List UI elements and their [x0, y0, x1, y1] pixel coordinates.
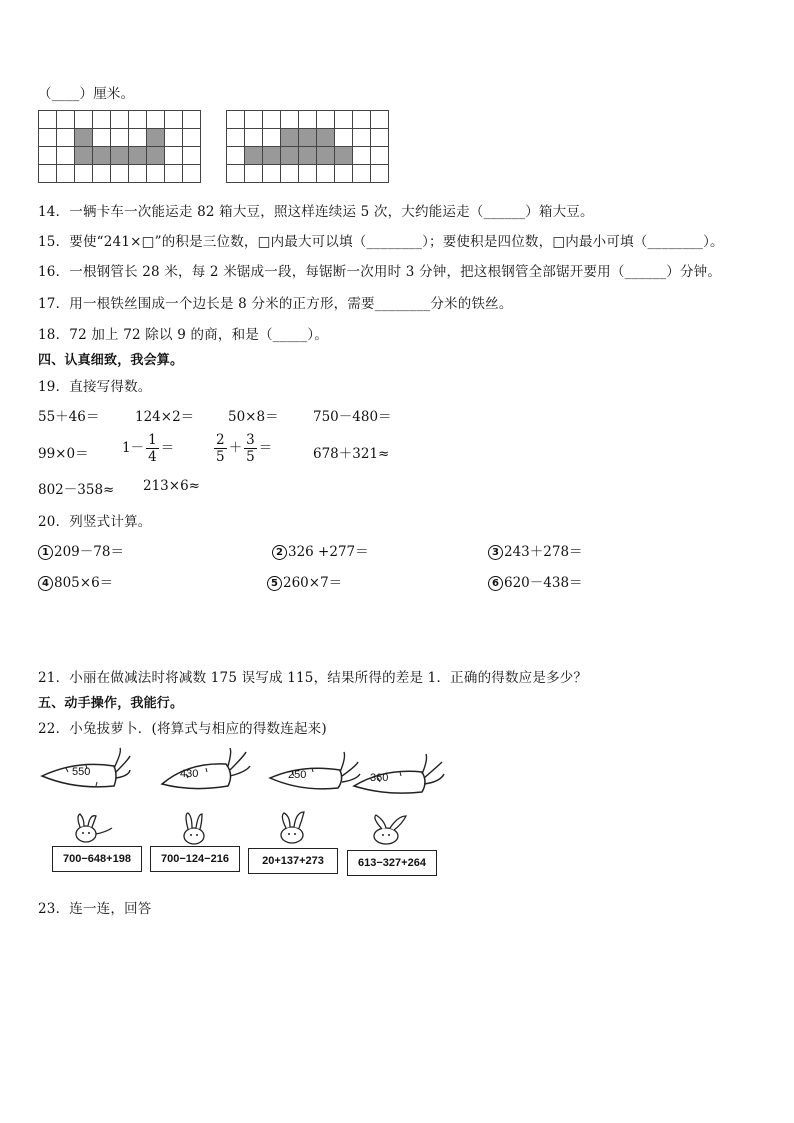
grid-cell — [317, 111, 335, 129]
calc-expression: 260×7＝ — [283, 575, 343, 591]
question-22: 22．小兔拔萝卜．(将算式与相应的得数连起来) — [38, 721, 327, 737]
rabbit-icon — [368, 812, 412, 848]
grid-cell — [353, 129, 371, 147]
question-21: 21．小丽在做减法时将减数 175 误写成 115，结果所得的差是 1．正确的得数应是多少？ — [38, 670, 588, 686]
grid-cell — [183, 129, 201, 147]
grid-cell — [147, 111, 165, 129]
grid-cell-filled — [263, 147, 281, 165]
grid-cell-filled — [75, 129, 93, 147]
grid-cell — [263, 165, 281, 183]
grid-cell-filled — [75, 147, 93, 165]
vertical-calc-item — [38, 571, 113, 591]
calc-expression: 620－438＝ — [504, 575, 583, 591]
question-14: 14．一辆卡车一次能运走 82 箱大豆，照这样连续运 5 次，大约能运走（______）箱大豆。 — [38, 204, 594, 220]
grid-cell — [335, 111, 353, 129]
item-number: 3 — [488, 545, 503, 560]
item-number: 5 — [267, 576, 282, 591]
grid-cell — [183, 165, 201, 183]
question-17: 17．用一根铁丝围成一个边长是 8 分米的正方形，需要________分米的铁丝。 — [38, 296, 513, 312]
grid-cell — [299, 165, 317, 183]
grid-cell — [263, 111, 281, 129]
fraction — [146, 432, 159, 465]
grid-cell — [111, 165, 129, 183]
grid-figure-right — [226, 110, 389, 183]
grid-cell — [57, 129, 75, 147]
mental-item: 802－358≈ — [38, 482, 115, 498]
mental-item: 50×8＝ — [228, 409, 279, 425]
grid-cell — [57, 111, 75, 129]
grid-cell — [371, 147, 389, 165]
grid-cell — [75, 165, 93, 183]
grid-cell-filled — [299, 129, 317, 147]
mental-text: ＝ — [258, 440, 273, 456]
mental-fraction-item — [212, 432, 272, 465]
grid-cell — [147, 165, 165, 183]
grid-cell — [57, 147, 75, 165]
denominator: 5 — [216, 449, 225, 465]
carrot-icon — [350, 750, 445, 802]
item-number: 2 — [272, 545, 287, 560]
grid-cell — [335, 129, 353, 147]
grid-cell — [227, 111, 245, 129]
section-4-heading: 四、认真细致，我会算。 — [38, 353, 184, 368]
grid-cell — [93, 165, 111, 183]
vertical-calc-item — [488, 540, 583, 560]
grid-cell — [353, 111, 371, 129]
grid-cell — [165, 111, 183, 129]
item-number: 1 — [38, 545, 53, 560]
question-19: 19．直接写得数。 — [38, 379, 152, 395]
grid-cell — [335, 165, 353, 183]
fraction — [244, 432, 257, 465]
mental-item: 678＋321≈ — [313, 446, 390, 462]
vertical-calc-item — [272, 540, 369, 560]
grid-cell — [39, 165, 57, 183]
grid-cell — [183, 111, 201, 129]
grid-cell — [317, 165, 335, 183]
carrot-icon — [158, 748, 253, 800]
grid-cell — [227, 165, 245, 183]
denominator: 4 — [148, 449, 157, 465]
carrot-icon — [266, 748, 361, 800]
grid-cell — [371, 129, 389, 147]
grid-cell — [263, 129, 281, 147]
grid-cell — [93, 129, 111, 147]
grid-cell — [227, 147, 245, 165]
carrot-value: 250 — [288, 769, 307, 781]
carrot-value: 430 — [180, 768, 199, 780]
grid-cell — [353, 165, 371, 183]
item-number: 4 — [38, 576, 53, 591]
numerator: 2 — [216, 432, 225, 448]
vertical-calc-item — [38, 540, 124, 560]
vertical-calc-item — [488, 571, 583, 591]
grid-cell — [183, 147, 201, 165]
mental-item: 99×0＝ — [38, 446, 89, 462]
grid-cell — [39, 129, 57, 147]
grid-cell — [111, 111, 129, 129]
carrot-value: 360 — [370, 772, 389, 784]
grid-cell — [371, 111, 389, 129]
item-number: 6 — [488, 576, 503, 591]
grid-cell — [165, 147, 183, 165]
grid-cell — [93, 111, 111, 129]
numerator: 1 — [148, 432, 157, 448]
grid-cell — [353, 147, 371, 165]
denominator: 5 — [246, 449, 255, 465]
mental-text: ＝ — [160, 440, 175, 456]
grid-cell-filled — [93, 147, 111, 165]
vertical-calc-item — [267, 571, 342, 591]
carrot-value: 550 — [72, 766, 91, 778]
grid-cell-filled — [245, 147, 263, 165]
grid-cell — [129, 129, 147, 147]
calc-expression: 209－78＝ — [54, 544, 124, 560]
grid-cell — [57, 165, 75, 183]
grid-cell-filled — [111, 147, 129, 165]
grid-cell-filled — [147, 129, 165, 147]
rabbit-icon — [70, 812, 114, 848]
grid-figure-left — [38, 110, 201, 183]
grid-cell — [281, 165, 299, 183]
grid-cell — [39, 147, 57, 165]
calc-expression: 805×6＝ — [54, 575, 114, 591]
grid-cell — [245, 129, 263, 147]
mental-item: 750－480＝ — [313, 409, 392, 425]
grid-cell — [165, 165, 183, 183]
fraction — [214, 432, 227, 465]
grid-cell — [129, 111, 147, 129]
grid-cell — [245, 111, 263, 129]
grid-cell-filled — [281, 147, 299, 165]
grid-cell — [371, 165, 389, 183]
grid-cell-filled — [317, 129, 335, 147]
grid-cell — [281, 111, 299, 129]
q13-answer-line: （____）厘米。 — [38, 86, 135, 102]
grid-cell-filled — [317, 147, 335, 165]
calc-expression: 326 +277＝ — [288, 544, 369, 560]
grid-cell — [227, 129, 245, 147]
rabbit-icon — [272, 810, 316, 846]
expression-box[interactable]: 700−124−216 — [150, 846, 240, 872]
numerator: 3 — [246, 432, 255, 448]
mental-fraction-item — [122, 432, 174, 465]
question-15: 15．要使“241×□”的积是三位数，□内最大可以填（________）；要使积是四位数，□内最小可填（________）。 — [38, 234, 724, 250]
question-20: 20．列竖式计算。 — [38, 514, 152, 530]
grid-cell — [129, 165, 147, 183]
mental-item: 213×6≈ — [143, 478, 200, 494]
grid-cell — [39, 111, 57, 129]
mental-text: ＋ — [228, 440, 243, 456]
expression-box[interactable]: 613−327+264 — [347, 850, 437, 876]
expression-box[interactable]: 20+137+273 — [248, 848, 338, 874]
grid-cell — [75, 111, 93, 129]
grid-cell — [165, 129, 183, 147]
expression-box[interactable]: 700−648+198 — [52, 846, 142, 872]
mental-item: 55＋46＝ — [38, 409, 100, 425]
question-18: 18．72 加上 72 除以 9 的商，和是（_____）。 — [38, 327, 329, 343]
mental-item: 124×2＝ — [135, 409, 195, 425]
section-5-heading: 五、动手操作，我能行。 — [38, 696, 184, 711]
rabbit-icon — [172, 812, 216, 848]
grid-cell — [245, 165, 263, 183]
grid-cell — [111, 129, 129, 147]
grid-cell-filled — [129, 147, 147, 165]
mental-text: 1－ — [122, 440, 145, 456]
grid-cell-filled — [335, 147, 353, 165]
question-16: 16．一根钢管长 28 米，每 2 米锯成一段，每锯断一次用时 3 分钟，把这根钢管全部锯开要用（______）分钟。 — [38, 264, 722, 280]
calc-expression: 243＋278＝ — [504, 544, 583, 560]
grid-cell-filled — [147, 147, 165, 165]
grid-cell-filled — [281, 129, 299, 147]
grid-cell — [299, 111, 317, 129]
question-23: 23．连一连，回答 — [38, 901, 152, 917]
grid-cell-filled — [299, 147, 317, 165]
